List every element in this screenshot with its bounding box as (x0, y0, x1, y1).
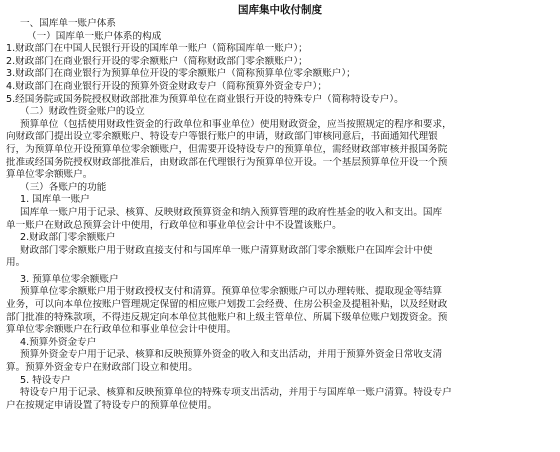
section-heading: 一、国库单一账户体系 (20, 18, 116, 29)
paragraph-line: 批准或经国务院授权财政部批准后，由财政部在代理银行为预算单位开设。一个基层预算单位开设一个预 (6, 156, 448, 168)
paragraph-line: 用。 (6, 257, 26, 269)
document-title: 国库集中收付制度 (238, 4, 322, 16)
paragraph-line: 特设专户用于记录、核算和反映预算单位的特殊专项支出活动，并用于与国库单一账户清算。特设专户 (20, 387, 452, 399)
paragraph-line: 预算单位（包括使用财政性资金的行政单位和事业单位）使用财政资金，应当按照规定的程序和要求， (20, 118, 452, 130)
paragraph-line: 预算外资金专户用于记录、核算和反映预算外资金的收入和支出活动，并用于预算外资金日常收支清 (20, 349, 443, 361)
paragraph-line: 部门批准的特殊款项，不得违反规定向本单位其他账户和上级主管单位、所属下级单位账户划拨资金。预 (6, 311, 448, 323)
paragraph-line: 算。预算外资金专户在财政部门设立和使用。 (6, 362, 198, 374)
subsection-heading: （一）国库单一账户体系的构成 (27, 30, 162, 42)
paragraph-line: 业务，可以向本单位按账户管理规定保留的相应账户划拨工会经费、住房公积金及提租补贴，以及经财政 (6, 299, 448, 311)
subsection-heading: （三）各账户的功能 (20, 181, 107, 193)
paragraph-line: 户在按规定申请设置了特设专户的预算单位使用。 (6, 399, 218, 411)
paragraph-line: 国库单一账户用于记录、核算、反映财政预算资金和纳入预算管理的政府性基金的收入和支出。国库 (20, 206, 443, 218)
item-heading: 4.预算外资金专户 (20, 336, 97, 348)
paragraph-line: 算单位零余额账户在行政单位和事业单位会计中使用。 (6, 324, 237, 336)
list-item: 1.财政部门在中国人民银行开设的国库单一账户（简称国库单一账户）； (6, 43, 308, 55)
list-item: 4.财政部门在商业银行开设的预算外资金财政专户（简称预算外资金专户）； (6, 80, 327, 92)
paragraph-line: 单一账户在财政总预算会计中使用，行政单位和事业单位会计中不设置该账户。 (6, 219, 342, 231)
list-item: 2.财政部门在商业银行开设的零余额账户（简称财政部门零余额账户）； (6, 55, 308, 67)
subsection-heading: （二）财政性资金账户的设立 (20, 106, 145, 118)
item-heading: 2.财政部门零余额账户 (20, 232, 116, 244)
paragraph-line: 算单位零余额账户。 (6, 169, 93, 181)
item-heading: 5. 特设专户 (20, 374, 71, 386)
paragraph-line: 行，为预算单位开设预算单位零余额账户，但需要开设特设专户的预算单位，需经财政部审核并报国务院 (6, 143, 448, 155)
paragraph-line: 向财政部门提出设立零余额账户、特设专户等银行账户的申请，财政部门审核同意后，书面通知代理银 (6, 131, 438, 143)
paragraph-line: 财政部门零余额账户用于财政直接支付和与国库单一账户清算财政部门零余额账户在国库会计中使 (20, 244, 433, 256)
paragraph-line: 预算单位零余额账户用于财政授权支付和清算。预算单位零余额账户可以办理转账、提取现金等结算 (20, 286, 443, 298)
list-item: 5.经国务院或国务院授权财政部批准为预算单位在商业银行开设的特殊专户（简称特设专户）。 (6, 93, 404, 105)
item-heading: 3. 预算单位零余额账户 (20, 273, 119, 285)
list-item: 3.财政部门在商业银行为预算单位开设的零余额账户（简称预算单位零余额账户）； (6, 68, 356, 80)
item-heading: 1. 国库单一账户 (20, 194, 90, 206)
